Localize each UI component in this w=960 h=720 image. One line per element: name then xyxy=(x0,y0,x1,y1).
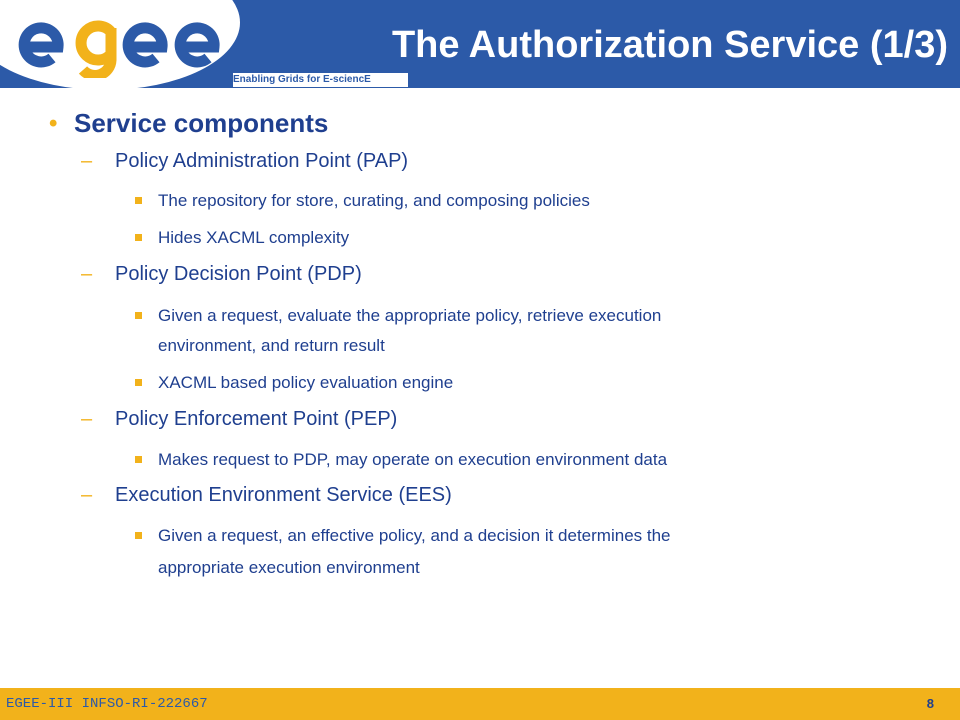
project-id: EGEE-III INFSO-RI-222667 xyxy=(6,696,208,712)
detail-item xyxy=(158,188,590,214)
detail-item-text: Given a request, evaluate the appropriate policy, retrieve execution xyxy=(158,306,662,325)
main-bullet-text: Service components xyxy=(74,108,329,138)
dash-icon: – xyxy=(81,484,93,506)
detail-item-text: appropriate execution environment xyxy=(158,558,420,577)
detail-item xyxy=(158,447,667,473)
bullet-dot-icon: • xyxy=(49,110,58,137)
slide-footer xyxy=(0,688,960,720)
square-bullet-icon xyxy=(135,234,142,241)
slide-header xyxy=(0,0,960,88)
detail-item-text: Hides XACML complexity xyxy=(158,228,350,247)
dash-icon: – xyxy=(81,263,93,285)
detail-item xyxy=(158,523,671,549)
sub-bullet-text: Policy Enforcement Point (PEP) xyxy=(115,408,398,430)
detail-item-continuation xyxy=(158,555,420,581)
dash-icon: – xyxy=(81,408,93,430)
detail-item xyxy=(158,370,453,396)
page-number: 8 xyxy=(926,696,934,711)
detail-item-continuation xyxy=(158,333,385,359)
detail-item-text: Given a request, an effective policy, and a decision it determines the xyxy=(158,526,671,545)
square-bullet-icon xyxy=(135,312,142,319)
detail-item-text: XACML based policy evaluation engine xyxy=(158,373,454,392)
detail-item-text: Makes request to PDP, may operate on execution environment data xyxy=(158,450,668,469)
square-bullet-icon xyxy=(135,197,142,204)
sub-bullet-text: Policy Administration Point (PAP) xyxy=(115,150,409,172)
sub-bullet-pap xyxy=(81,150,409,173)
square-bullet-icon xyxy=(135,379,142,386)
detail-item-text: environment, and return result xyxy=(158,336,385,355)
egee-logo xyxy=(12,8,232,78)
sub-bullet-pdp xyxy=(81,263,362,286)
square-bullet-icon xyxy=(135,456,142,463)
sub-bullet-text: Execution Environment Service (EES) xyxy=(115,484,452,506)
slide-title: The Authorization Service (1/3) xyxy=(391,24,948,66)
logo-tagline: Enabling Grids for E-sciencE xyxy=(233,73,408,87)
dash-icon: – xyxy=(81,150,93,172)
sub-bullet-text: Policy Decision Point (PDP) xyxy=(115,263,362,285)
square-bullet-icon xyxy=(135,532,142,539)
sub-bullet-pep xyxy=(81,408,398,431)
detail-item xyxy=(158,303,661,329)
main-bullet xyxy=(49,108,329,139)
detail-item xyxy=(158,225,349,251)
detail-item-text: The repository for store, curating, and composing policies xyxy=(158,191,590,210)
sub-bullet-ees xyxy=(81,484,452,507)
